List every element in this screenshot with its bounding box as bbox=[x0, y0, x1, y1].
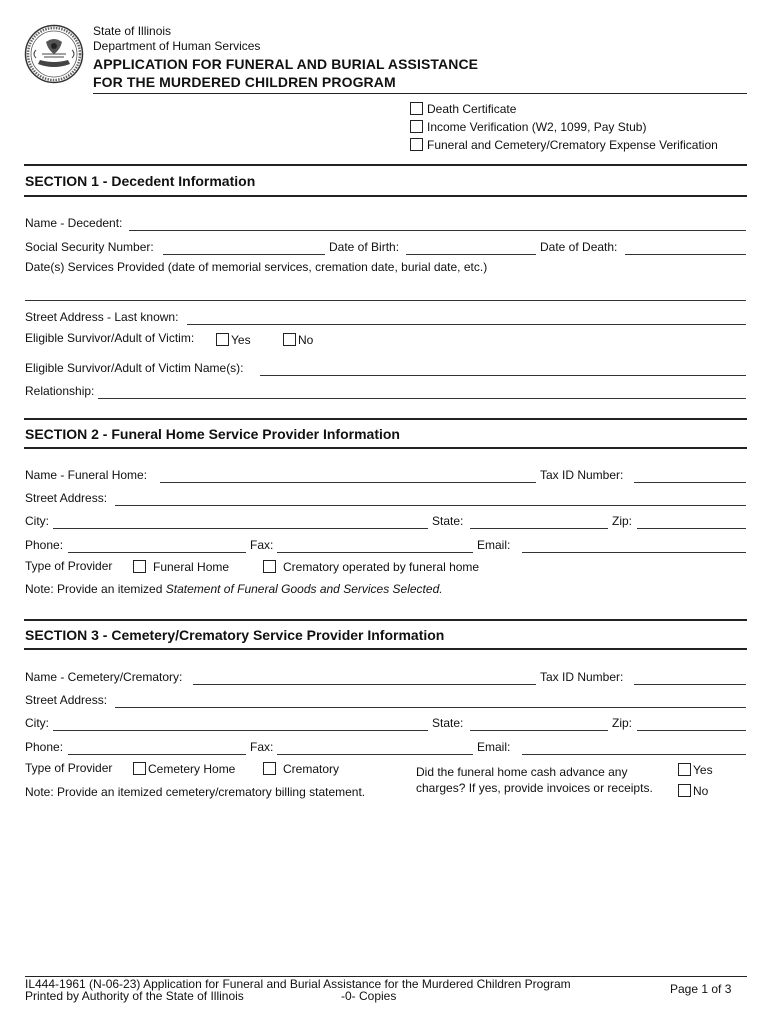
checkbox[interactable] bbox=[216, 333, 229, 346]
cemetery-state-field[interactable] bbox=[470, 730, 608, 731]
checkbox[interactable] bbox=[678, 763, 691, 776]
cemetery-note: Note: Provide an itemized cemetery/crematory billing statement. bbox=[25, 785, 366, 799]
form-title-line1: APPLICATION FOR FUNERAL AND BURIAL ASSISTANCE bbox=[93, 56, 479, 72]
cemetery-tax-id-label: Tax ID Number: bbox=[540, 670, 624, 684]
option-label: Crematory operated by funeral home bbox=[283, 560, 480, 574]
cemetery-zip-label: Zip: bbox=[612, 716, 633, 730]
option-label: Yes bbox=[693, 763, 713, 777]
checkbox[interactable] bbox=[283, 333, 296, 346]
cash-advance-question-line1: Did the funeral home cash advance any bbox=[416, 765, 628, 779]
option-label: Funeral Home bbox=[153, 560, 230, 574]
crematory-option[interactable] bbox=[263, 762, 339, 776]
checklist-expense-verification[interactable] bbox=[410, 138, 718, 152]
dod-label: Date of Death: bbox=[540, 240, 618, 254]
header-rule bbox=[93, 93, 747, 94]
services-date-label: Date(s) Services Provided (date of memorial services, cremation date, burial date, etc.) bbox=[25, 260, 488, 274]
checkbox[interactable] bbox=[263, 560, 276, 573]
department-name: Department of Human Services bbox=[93, 39, 261, 53]
checkbox[interactable] bbox=[133, 762, 146, 775]
checkbox[interactable] bbox=[678, 784, 691, 797]
funeral-fax-label: Fax: bbox=[250, 538, 274, 552]
section2-bottom-rule bbox=[24, 447, 747, 449]
section1-title: SECTION 1 - Decedent Information bbox=[25, 173, 256, 189]
relationship-field[interactable] bbox=[98, 398, 746, 399]
cemetery-email-label: Email: bbox=[477, 740, 511, 754]
section3-title: SECTION 3 - Cemetery/Crematory Service Provider Information bbox=[25, 627, 445, 643]
section2-top-rule bbox=[24, 418, 747, 420]
funeral-street-label: Street Address: bbox=[25, 491, 108, 505]
checklist-label: Income Verification (W2, 1099, Pay Stub) bbox=[427, 120, 647, 134]
section3-bottom-rule bbox=[24, 648, 747, 650]
checklist-label: Funeral and Cemetery/Crematory Expense Verification bbox=[427, 138, 718, 152]
checkbox[interactable] bbox=[133, 560, 146, 573]
dob-field[interactable] bbox=[406, 254, 536, 255]
eligible-yes-option[interactable] bbox=[216, 333, 251, 347]
cemetery-street-field[interactable] bbox=[115, 707, 746, 708]
cemetery-zip-field[interactable] bbox=[637, 730, 746, 731]
option-label: Crematory bbox=[283, 762, 340, 776]
eligible-names-label: Eligible Survivor/Adult of Victim Name(s): bbox=[25, 361, 244, 375]
cemetery-city-field[interactable] bbox=[53, 730, 428, 731]
funeral-state-label: State: bbox=[432, 514, 464, 528]
cash-advance-question-line2: charges? If yes, provide invoices or receipts. bbox=[416, 781, 653, 795]
form-number: IL444-1961 (N-06-23) Application for Funeral and Burial Assistance for the Murdered Children Program bbox=[25, 977, 571, 991]
option-label: Cemetery Home bbox=[148, 762, 236, 776]
note-italic-text: Statement of Funeral Goods and Services Selected. bbox=[165, 582, 443, 596]
relationship-label: Relationship: bbox=[25, 384, 95, 398]
funeral-email-field[interactable] bbox=[522, 552, 746, 553]
funeral-note bbox=[25, 582, 443, 596]
funeral-city-field[interactable] bbox=[53, 528, 428, 529]
option-label: No bbox=[298, 333, 314, 347]
cemetery-name-label: Name - Cemetery/Crematory: bbox=[25, 670, 183, 684]
printed-by: Printed by Authority of the State of Illinois bbox=[25, 989, 244, 1003]
dob-label: Date of Birth: bbox=[329, 240, 400, 254]
funeral-provider-type-label: Type of Provider bbox=[25, 559, 113, 573]
checklist-income-verification[interactable] bbox=[410, 120, 646, 134]
funeral-zip-label: Zip: bbox=[612, 514, 633, 528]
checklist-death-certificate[interactable] bbox=[410, 102, 516, 116]
section1-top-rule bbox=[24, 164, 747, 166]
cemetery-email-field[interactable] bbox=[522, 754, 746, 755]
checklist-label: Death Certificate bbox=[427, 102, 517, 116]
cemetery-phone-label: Phone: bbox=[25, 740, 64, 754]
cash-advance-yes-option[interactable] bbox=[678, 763, 713, 777]
funeral-fax-field[interactable] bbox=[277, 552, 473, 553]
eligible-no-option[interactable] bbox=[283, 333, 313, 347]
state-name: State of Illinois bbox=[93, 24, 172, 38]
checkbox[interactable] bbox=[410, 138, 423, 151]
checkbox[interactable] bbox=[410, 120, 423, 133]
cemetery-provider-type-label: Type of Provider bbox=[25, 761, 113, 775]
funeral-home-option[interactable] bbox=[133, 560, 229, 574]
ssn-field[interactable] bbox=[163, 254, 325, 255]
services-date-field[interactable] bbox=[25, 300, 746, 301]
eligible-names-field[interactable] bbox=[260, 375, 746, 376]
note-text: Note: Provide an itemized bbox=[25, 582, 166, 596]
decedent-name-label: Name - Decedent: bbox=[25, 216, 123, 230]
funeral-email-label: Email: bbox=[477, 538, 511, 552]
option-label: Yes bbox=[231, 333, 251, 347]
eligible-survivor-label: Eligible Survivor/Adult of Victim: bbox=[25, 331, 195, 345]
cemetery-home-option[interactable] bbox=[133, 762, 235, 776]
funeral-tax-id-label: Tax ID Number: bbox=[540, 468, 624, 482]
checkbox[interactable] bbox=[263, 762, 276, 775]
funeral-tax-id-field[interactable] bbox=[634, 482, 746, 483]
cemetery-name-field[interactable] bbox=[193, 684, 536, 685]
funeral-home-name-field[interactable] bbox=[160, 482, 536, 483]
funeral-zip-field[interactable] bbox=[637, 528, 746, 529]
decedent-name-field[interactable] bbox=[129, 230, 746, 231]
form-title-line2: FOR THE MURDERED CHILDREN PROGRAM bbox=[93, 74, 396, 90]
funeral-phone-field[interactable] bbox=[68, 552, 246, 553]
funeral-street-field[interactable] bbox=[115, 505, 746, 506]
cemetery-street-label: Street Address: bbox=[25, 693, 108, 707]
cash-advance-no-option[interactable] bbox=[678, 784, 708, 798]
cemetery-tax-id-field[interactable] bbox=[634, 684, 746, 685]
cemetery-phone-field[interactable] bbox=[68, 754, 246, 755]
crematory-by-funeral-home-option[interactable] bbox=[263, 560, 479, 574]
funeral-home-name-label: Name - Funeral Home: bbox=[25, 468, 148, 482]
copies: -0- Copies bbox=[341, 989, 397, 1003]
funeral-phone-label: Phone: bbox=[25, 538, 64, 552]
cemetery-fax-field[interactable] bbox=[277, 754, 473, 755]
street-address-label: Street Address - Last known: bbox=[25, 310, 179, 324]
page-number: Page 1 of 3 bbox=[670, 982, 732, 996]
funeral-state-field[interactable] bbox=[470, 528, 608, 529]
illinois-state-seal-icon bbox=[24, 24, 84, 84]
checkbox[interactable] bbox=[410, 102, 423, 115]
option-label: No bbox=[693, 784, 709, 798]
cemetery-fax-label: Fax: bbox=[250, 740, 274, 754]
cemetery-state-label: State: bbox=[432, 716, 464, 730]
cemetery-city-label: City: bbox=[25, 716, 49, 730]
funeral-city-label: City: bbox=[25, 514, 49, 528]
section3-top-rule bbox=[24, 619, 747, 621]
section1-bottom-rule bbox=[24, 195, 747, 197]
section2-title: SECTION 2 - Funeral Home Service Provider Information bbox=[25, 426, 400, 442]
street-address-field[interactable] bbox=[187, 324, 746, 325]
ssn-label: Social Security Number: bbox=[25, 240, 154, 254]
dod-field[interactable] bbox=[625, 254, 746, 255]
